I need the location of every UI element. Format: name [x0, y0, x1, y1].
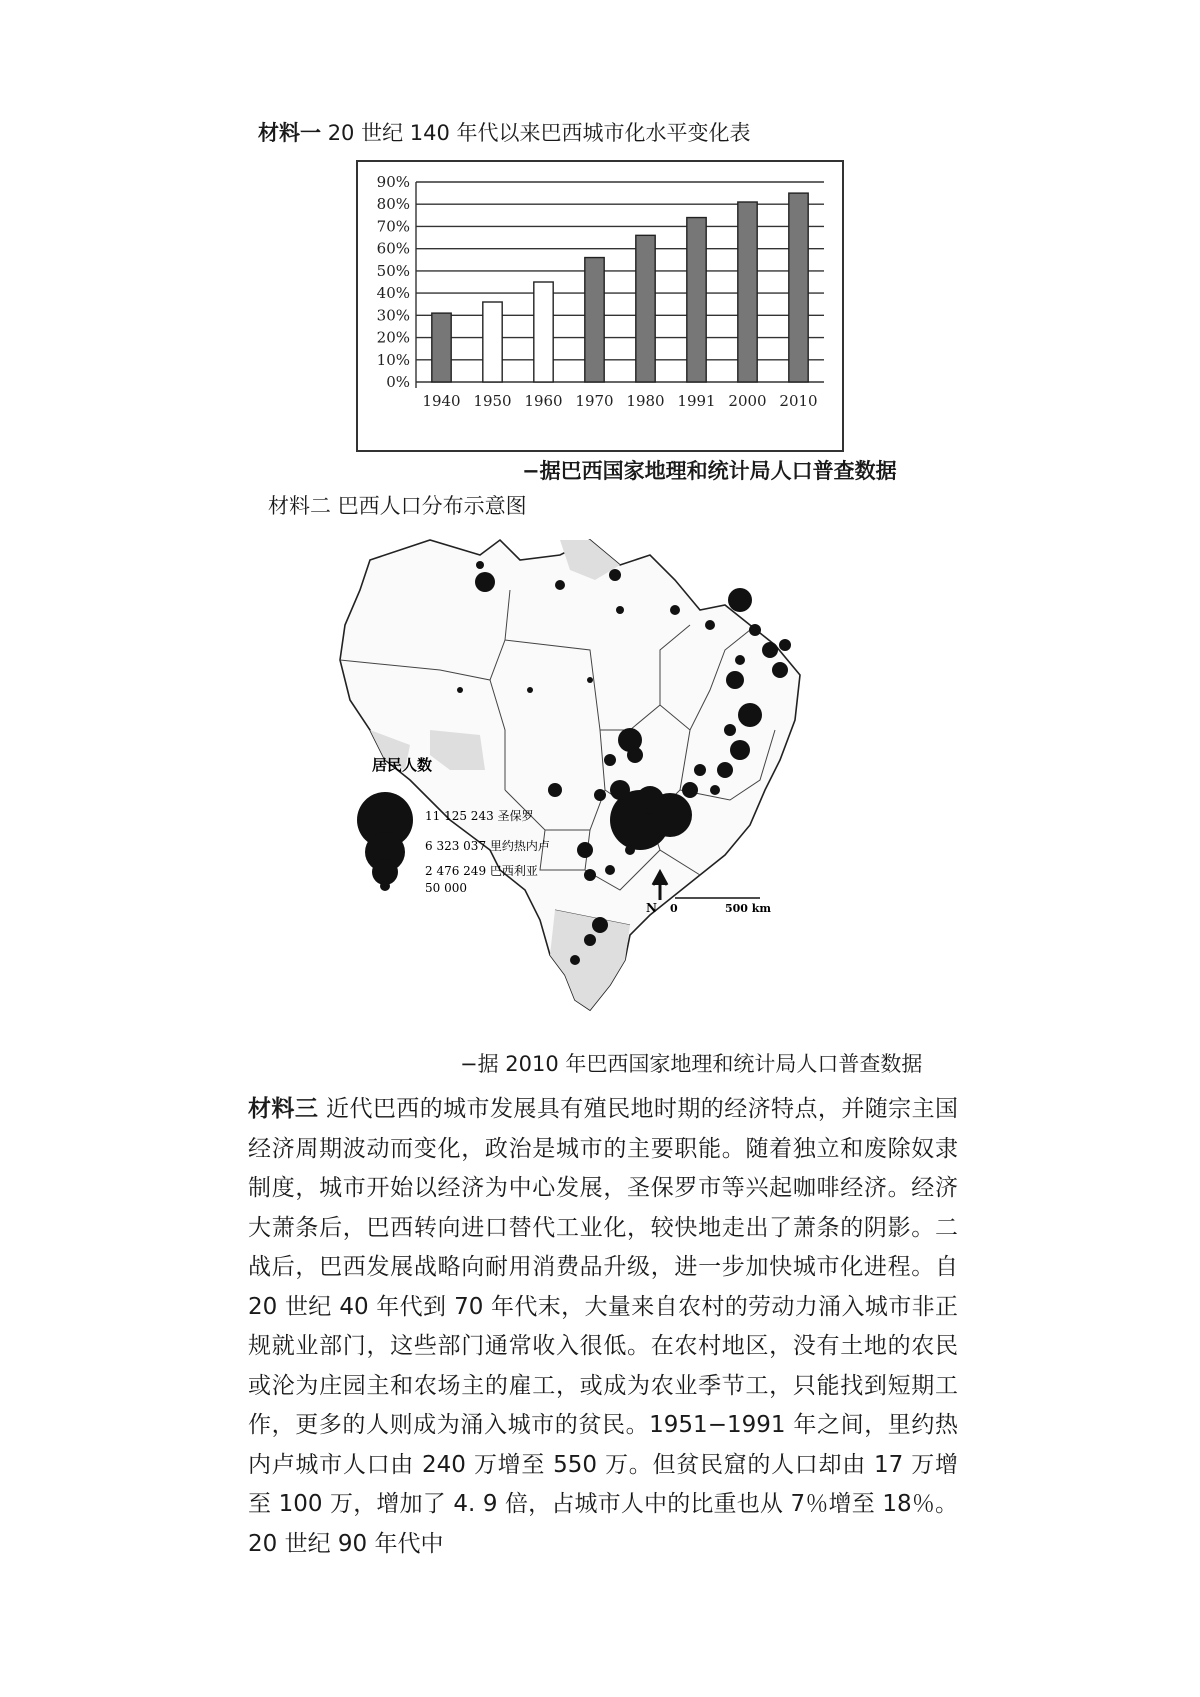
city-dot [592, 917, 608, 933]
city-dot [625, 845, 635, 855]
north-label: N [646, 901, 657, 915]
legend-item-4: 50 000 [425, 881, 467, 895]
city-dot [670, 605, 680, 615]
bar-1970 [585, 258, 604, 382]
x-tick-label: 1950 [473, 392, 512, 410]
city-dot [726, 671, 744, 689]
y-tick-label: 0% [386, 373, 410, 391]
material1-heading [258, 118, 751, 148]
city-dot [610, 780, 630, 800]
y-tick-label: 70% [376, 217, 410, 236]
y-tick-label: 90% [376, 173, 410, 191]
y-tick-label: 30% [376, 306, 410, 325]
city-dot [476, 561, 484, 569]
city-dot [762, 642, 778, 658]
city-dot [728, 588, 752, 612]
urbanization-bar-chart [356, 160, 844, 452]
bar-1940 [432, 313, 451, 382]
bar-1960 [534, 282, 553, 382]
bar-1950 [483, 302, 502, 382]
x-tick-label: 2010 [779, 392, 818, 410]
city-dot [587, 677, 593, 683]
city-dot [682, 782, 698, 798]
material3-paragraph [248, 1090, 958, 1564]
y-tick-label: 50% [376, 261, 410, 280]
city-dot [730, 740, 750, 760]
city-dot [717, 762, 733, 778]
city-dot [636, 786, 664, 814]
legend-title: 居民人数 [372, 756, 433, 774]
material1-source: −据巴西国家地理和统计局人口普查数据 [522, 459, 897, 483]
city-dot [694, 764, 706, 776]
brazil-population-map [330, 530, 920, 1050]
y-tick-label: 10% [376, 350, 410, 369]
material1-title: 20 世纪 140 年代以来巴西城市化水平变化表 [327, 121, 751, 145]
city-dot [527, 687, 533, 693]
city-dot [577, 842, 593, 858]
x-tick-label: 1991 [677, 392, 716, 410]
bar-2010 [789, 193, 808, 382]
city-dot [609, 569, 621, 581]
scale-start: 0 [670, 902, 678, 915]
legend-item-3: 2 476 249 巴西利亚 [425, 864, 538, 878]
city-dot [555, 580, 565, 590]
legend-item-2: 6 323 037 里约热内卢 [425, 839, 550, 853]
scale-end: 500 km [725, 902, 772, 915]
bar-1991 [687, 218, 706, 382]
city-dot [627, 747, 643, 763]
city-dot [710, 785, 720, 795]
material3-text: 近代巴西的城市发展具有殖民地时期的经济特点，并随宗主国经济周期波动而变化，政治是城市的主要职能。随着独立和废除奴隶制度，城市开始以经济为中心发展，圣保罗市等兴起咖啡经济。经济大萧条后，巴西转向进口替代工业化，较快地走出了萧条的阴影。二战后，巴西发展战略向耐用消费品升级，进一步加快城市化进程。自 20 世纪 40 年代到 70 年代末，大量来自农村的劳动力涌入城市非正规就业部门，这些部门通常收入很低。在农村地区，没有土地的农民或沦为庄园主和农场主的雇工，或成为农业季节工，只能找到短期工作，更多的人则成为涌入城市的贫民。1951−1991 年之间，里约热内卢城市人口由 240 万增至 550 万。但贫民窟的人口却由 17 万增至 100 万，增加了 4. 9 倍，占城市人中的比重也从 7％增至 18％。20 世纪 90 年代中 [248, 1096, 959, 1557]
city-dot [548, 783, 562, 797]
city-dot [584, 869, 596, 881]
city-dot [604, 754, 616, 766]
material2-title: 材料二 巴西人口分布示意图 [268, 494, 527, 518]
material3-label: 材料三 [248, 1096, 319, 1122]
y-tick-label: 20% [376, 328, 410, 347]
y-tick-label: 60% [376, 239, 410, 258]
city-dot [724, 724, 736, 736]
city-dot [705, 620, 715, 630]
x-tick-label: 1970 [575, 392, 614, 410]
bar-1980 [636, 235, 655, 382]
legend-circle-tiny [380, 881, 390, 891]
material2-source: −据 2010 年巴西国家地理和统计局人口普查数据 [460, 1052, 923, 1076]
scale-bar [670, 898, 771, 915]
x-tick-label: 2000 [728, 392, 767, 410]
legend-item-1: 11 125 243 圣保罗 [425, 809, 534, 823]
x-tick-label: 1960 [524, 392, 563, 410]
city-dot [749, 624, 761, 636]
city-dot [570, 955, 580, 965]
x-tick-label: 1980 [626, 392, 665, 410]
x-tick-label: 1940 [422, 392, 461, 410]
city-dot [584, 934, 596, 946]
y-tick-label: 40% [376, 284, 410, 303]
city-dot [594, 789, 606, 801]
y-tick-label: 80% [376, 195, 410, 214]
city-dot [605, 865, 615, 875]
city-dot [772, 662, 788, 678]
city-dot [475, 572, 495, 592]
material1-label: 材料一 [258, 121, 321, 145]
city-dot [735, 655, 745, 665]
city-dot [616, 606, 624, 614]
city-dot [457, 687, 463, 693]
city-dot [779, 639, 791, 651]
bar-2000 [738, 202, 757, 382]
city-dot [738, 703, 762, 727]
